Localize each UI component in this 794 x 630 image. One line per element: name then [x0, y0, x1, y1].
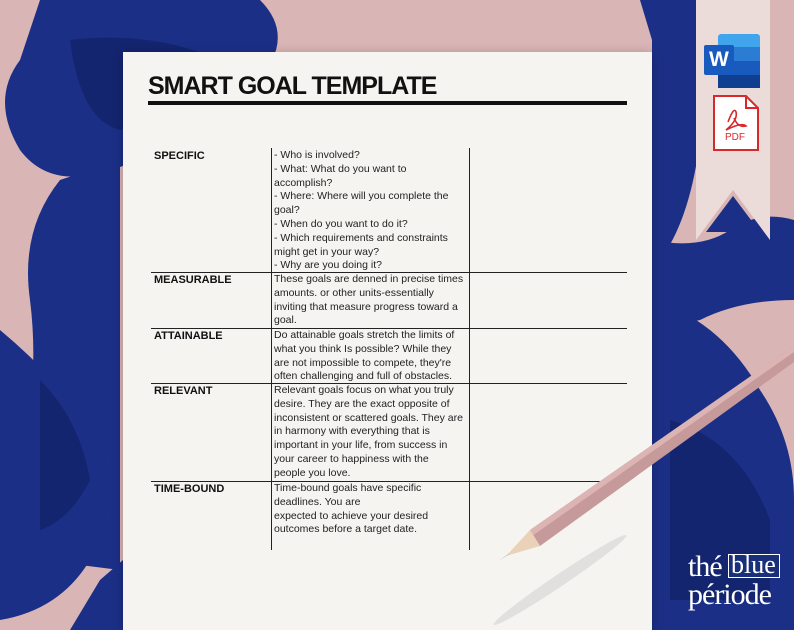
text-line: inviting that measure progress toward a: [274, 300, 458, 313]
row-text-time-bound: [274, 482, 470, 537]
row-label-specific: SPECIFIC: [154, 150, 205, 162]
word-icon-letter: W: [709, 48, 729, 71]
template-title: SMART GOAL TEMPLATE: [148, 72, 437, 100]
row-text-relevant: [274, 384, 470, 481]
row-text-measurable: [274, 273, 470, 328]
text-line: outcomes before a target date.: [274, 523, 418, 536]
text-line: goal?: [274, 204, 300, 217]
text-line: Do attainable goals stretch the limits of: [274, 329, 455, 341]
text-line: desire. They are the exact opposite of: [274, 397, 450, 410]
text-line: - Where: Where will you complete the: [274, 190, 449, 203]
text-line: are not impossible to compete, they're: [274, 356, 452, 369]
text-line: inconsistent or scattered goals. They are: [274, 411, 463, 424]
row-text-attainable: [274, 329, 470, 384]
row-label-measurable: MEASURABLE: [154, 274, 232, 286]
text-line: people you love.: [274, 466, 351, 479]
row-text-specific: [274, 149, 470, 273]
pdf-icon-label: PDF: [725, 132, 745, 143]
text-line: important in your life, from success in: [274, 439, 448, 452]
pdf-file-icon[interactable]: [712, 94, 760, 152]
row-label-relevant: RELEVANT: [154, 385, 213, 397]
text-line: - When do you want to do it?: [274, 217, 408, 230]
text-line: - Which requirements and constraints: [274, 231, 448, 244]
text-line: Relevant goals focus on what you truly: [274, 384, 454, 396]
text-line: accomplish?: [274, 176, 333, 189]
the-blue-period-logo: [688, 548, 784, 622]
text-line: might get in your way?: [274, 245, 380, 258]
text-line: what you think Is possible? While they: [274, 342, 452, 355]
smart-goal-template-sheet: [123, 52, 652, 630]
goal-table: [123, 52, 652, 630]
row-label-attainable: ATTAINABLE: [154, 330, 223, 342]
text-line: - Why are you doing it?: [274, 259, 382, 272]
text-line: These goals are denned in precise times: [274, 273, 464, 285]
text-line: - Who is involved?: [274, 149, 360, 161]
microsoft-word-icon[interactable]: [704, 34, 760, 88]
text-line: expected to achieve your desired: [274, 509, 429, 522]
text-line: deadlines. You are: [274, 495, 361, 508]
table-divider-left: [271, 148, 272, 550]
text-line: - What: What do you want to: [274, 162, 407, 175]
text-line: in harmony with everything that is: [274, 425, 430, 438]
text-line: often challenging and full of obstacles.: [274, 370, 453, 383]
text-line: amounts. or other units-essentially: [274, 286, 434, 299]
text-line: goal.: [274, 314, 297, 327]
brand-period: période: [688, 578, 771, 611]
row-label-time-bound: TIME-BOUND: [154, 483, 225, 495]
brand-blue: blue: [731, 550, 776, 579]
text-line: Time-bound goals have specific: [274, 482, 422, 494]
brand-the: thé: [688, 550, 722, 583]
text-line: your career to happiness with the: [274, 452, 429, 465]
